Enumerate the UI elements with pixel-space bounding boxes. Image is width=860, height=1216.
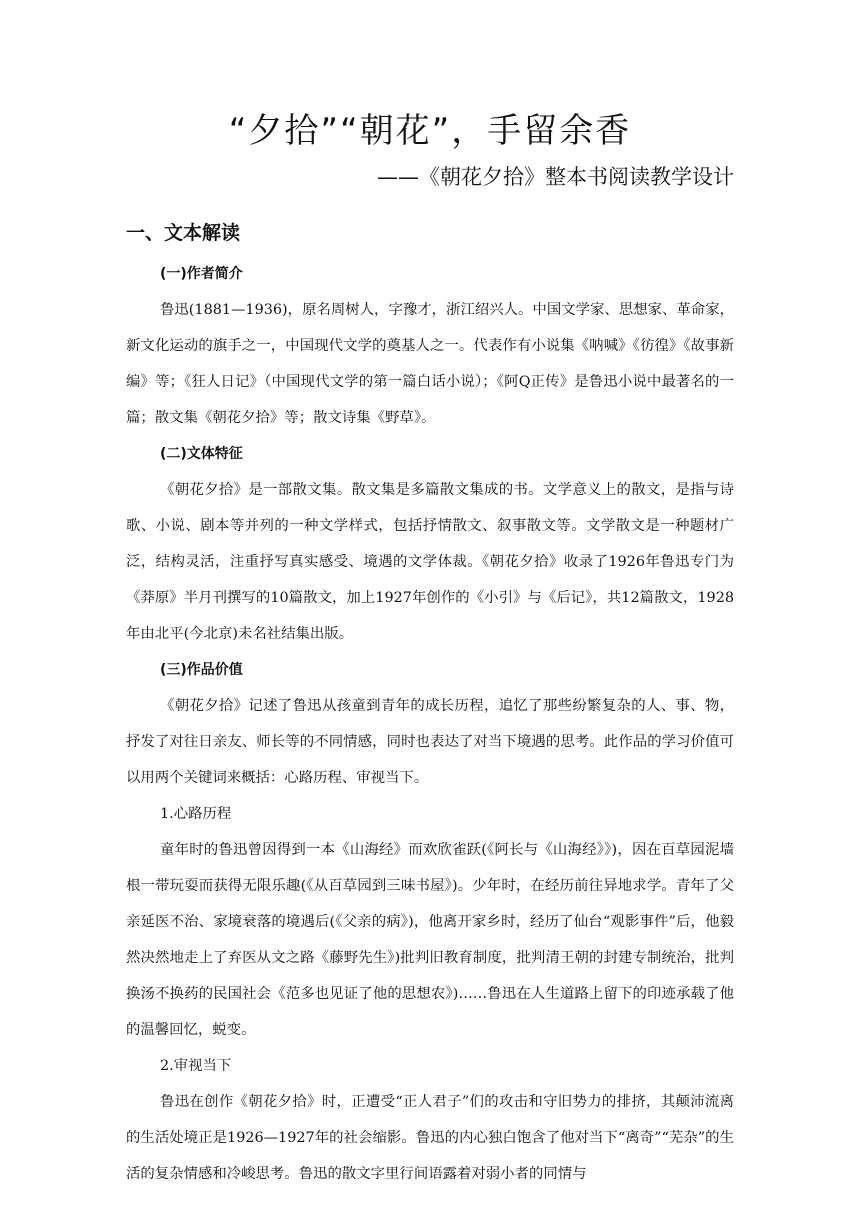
subheading-genre: (二)文体特征 [160,446,243,462]
paragraph-work-value: 《朝花夕拾》记述了鲁迅从孩童到青年的成长历程，追忆了那些纷繁复杂的人、事、物，抒发了对往日亲友、师长等的不同情感，同时也表达了对当下境遇的思考。此作品的学习价值可以用两个关键词来概括：心路历程、审视当下。 [126,698,734,786]
paragraph-author-intro: 鲁迅(1881—1936)，原名周树人，字豫才，浙江绍兴人。中国文学家、思想家、革命家，新文化运动的旗手之一，中国现代文学的奠基人之一。代表作有小说集《呐喊》《彷徨》《故事新编》等；《狂人日记》（中国现代文学的第一篇白话小说）；《阿Q正传》是鲁迅小说中最著名的一篇；散文集《朝花夕拾》等；散文诗集《野草》。 [126,302,734,426]
item-heading-examine-present: 2.审视当下 [160,1058,232,1074]
subheading-author-intro: (一)作者简介 [160,266,243,282]
paragraph-examine-present: 鲁迅在创作《朝花夕拾》时，正遭受“正人君子”们的攻击和守旧势力的排挤，其颠沛流离的生活处境正是1926—1927年的社会缩影。鲁迅的内心独白饱含了他对当下“离奇”“芜杂”的生活的复杂情感和冷峻思考。鲁迅的散文字里行间语露着对弱小者的同情与 [126,1094,734,1182]
document-subtitle: ——《朝花夕拾》整本书阅读教学设计 [377,165,734,189]
paragraph-mental-journey: 童年时的鲁迅曾因得到一本《山海经》而欢欣雀跃(《阿长与《山海经》》)，因在百草园泥墙根一带玩耍而获得无限乐趣(《从百草园到三味书屋》)。少年时，在经历前往异地求学。青年了父亲延医不治、家境衰落的境遇后(《父亲的病》)，他离开家乡时，经历了仙台“观影事件”后，他毅然决然地走上了弃医从文之路《藤野先生》)批判旧教育制度，批判清王朝的封建专制统治，批判换汤不换药的民国社会《范多也见证了他的思想农》)……鲁迅在人生道路上留下的印迹承载了他的温馨回忆，蜕变。 [126,842,734,1038]
subheading-work-value: (三)作品价值 [160,662,243,678]
document-title: “夕拾”“朝花”，手留余香 [228,111,632,151]
section-heading-text-interpretation: 一、文本解读 [126,222,241,244]
paragraph-genre: 《朝花夕拾》是一部散文集。散文集是多篇散文集成的书。文学意义上的散文，是指与诗歌、小说、剧本等并列的一种文学样式，包括抒情散文、叙事散文等。文学散文是一种题材广泛，结构灵活，注重抒写真实感受、境遇的文学体裁。《朝花夕拾》收录了1926年鲁迅专门为《莽原》半月刊撰写的10篇散文，加上1927年创作的《小引》与《后记》，共12篇散文，1928年由北平(今北京)未名社结集出版。 [126,482,734,642]
item-heading-mental-journey: 1.心路历程 [160,806,232,822]
